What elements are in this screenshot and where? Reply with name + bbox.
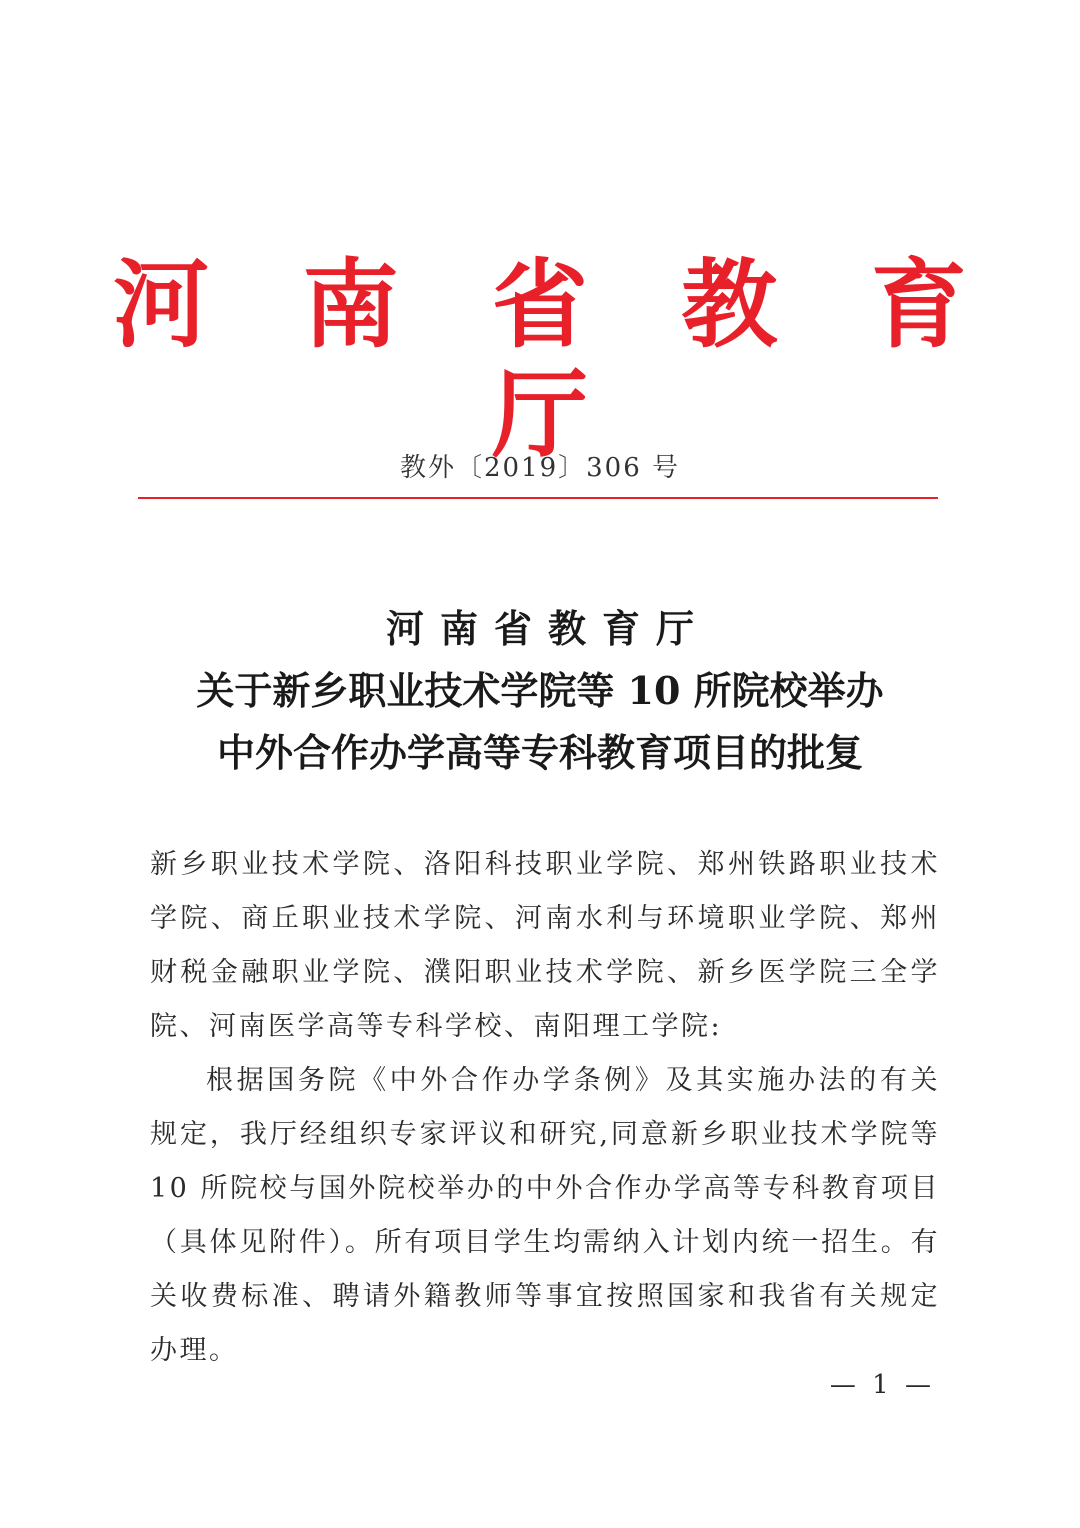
masthead-title: 河 南 省 教 育 厅 — [113, 248, 997, 471]
document-title — [0, 598, 1080, 784]
document-body — [150, 838, 940, 1378]
title-line-3: 中外合作办学高等专科教育项目的批复 — [216, 730, 863, 775]
body-paragraph: 根据国务院《中外合作办学条例》及其实施办法的有关规定，我厅经组织专家评议和研究,同意新乡职业技术学院等 10 所院校与国外院校举办的中外合作办学高等专科教育项目（具体见附件）。所有项目学生均需纳入计划内统一招生。有关收费标准、聘请外籍教师等事宜按照国家和我省有关规定办理。 — [150, 1065, 940, 1366]
page-number: — 1 — — [829, 1370, 935, 1400]
red-divider-line — [138, 497, 938, 499]
recipients-paragraph: 新乡职业技术学院、洛阳科技职业学院、郑州铁路职业技术学院、商丘职业技术学院、河南水利与环境职业学院、郑州财税金融职业学院、濮阳职业技术学院、新乡医学院三全学院、河南医学高等专科学校、南阳理工学院: — [150, 849, 940, 1042]
title-line-1: 河南省教育厅 — [385, 606, 710, 651]
document-number: 教外〔2019〕306 号 — [399, 453, 681, 483]
title-line-2: 关于新乡职业技术学院等 10 所院校举办 — [196, 668, 884, 713]
